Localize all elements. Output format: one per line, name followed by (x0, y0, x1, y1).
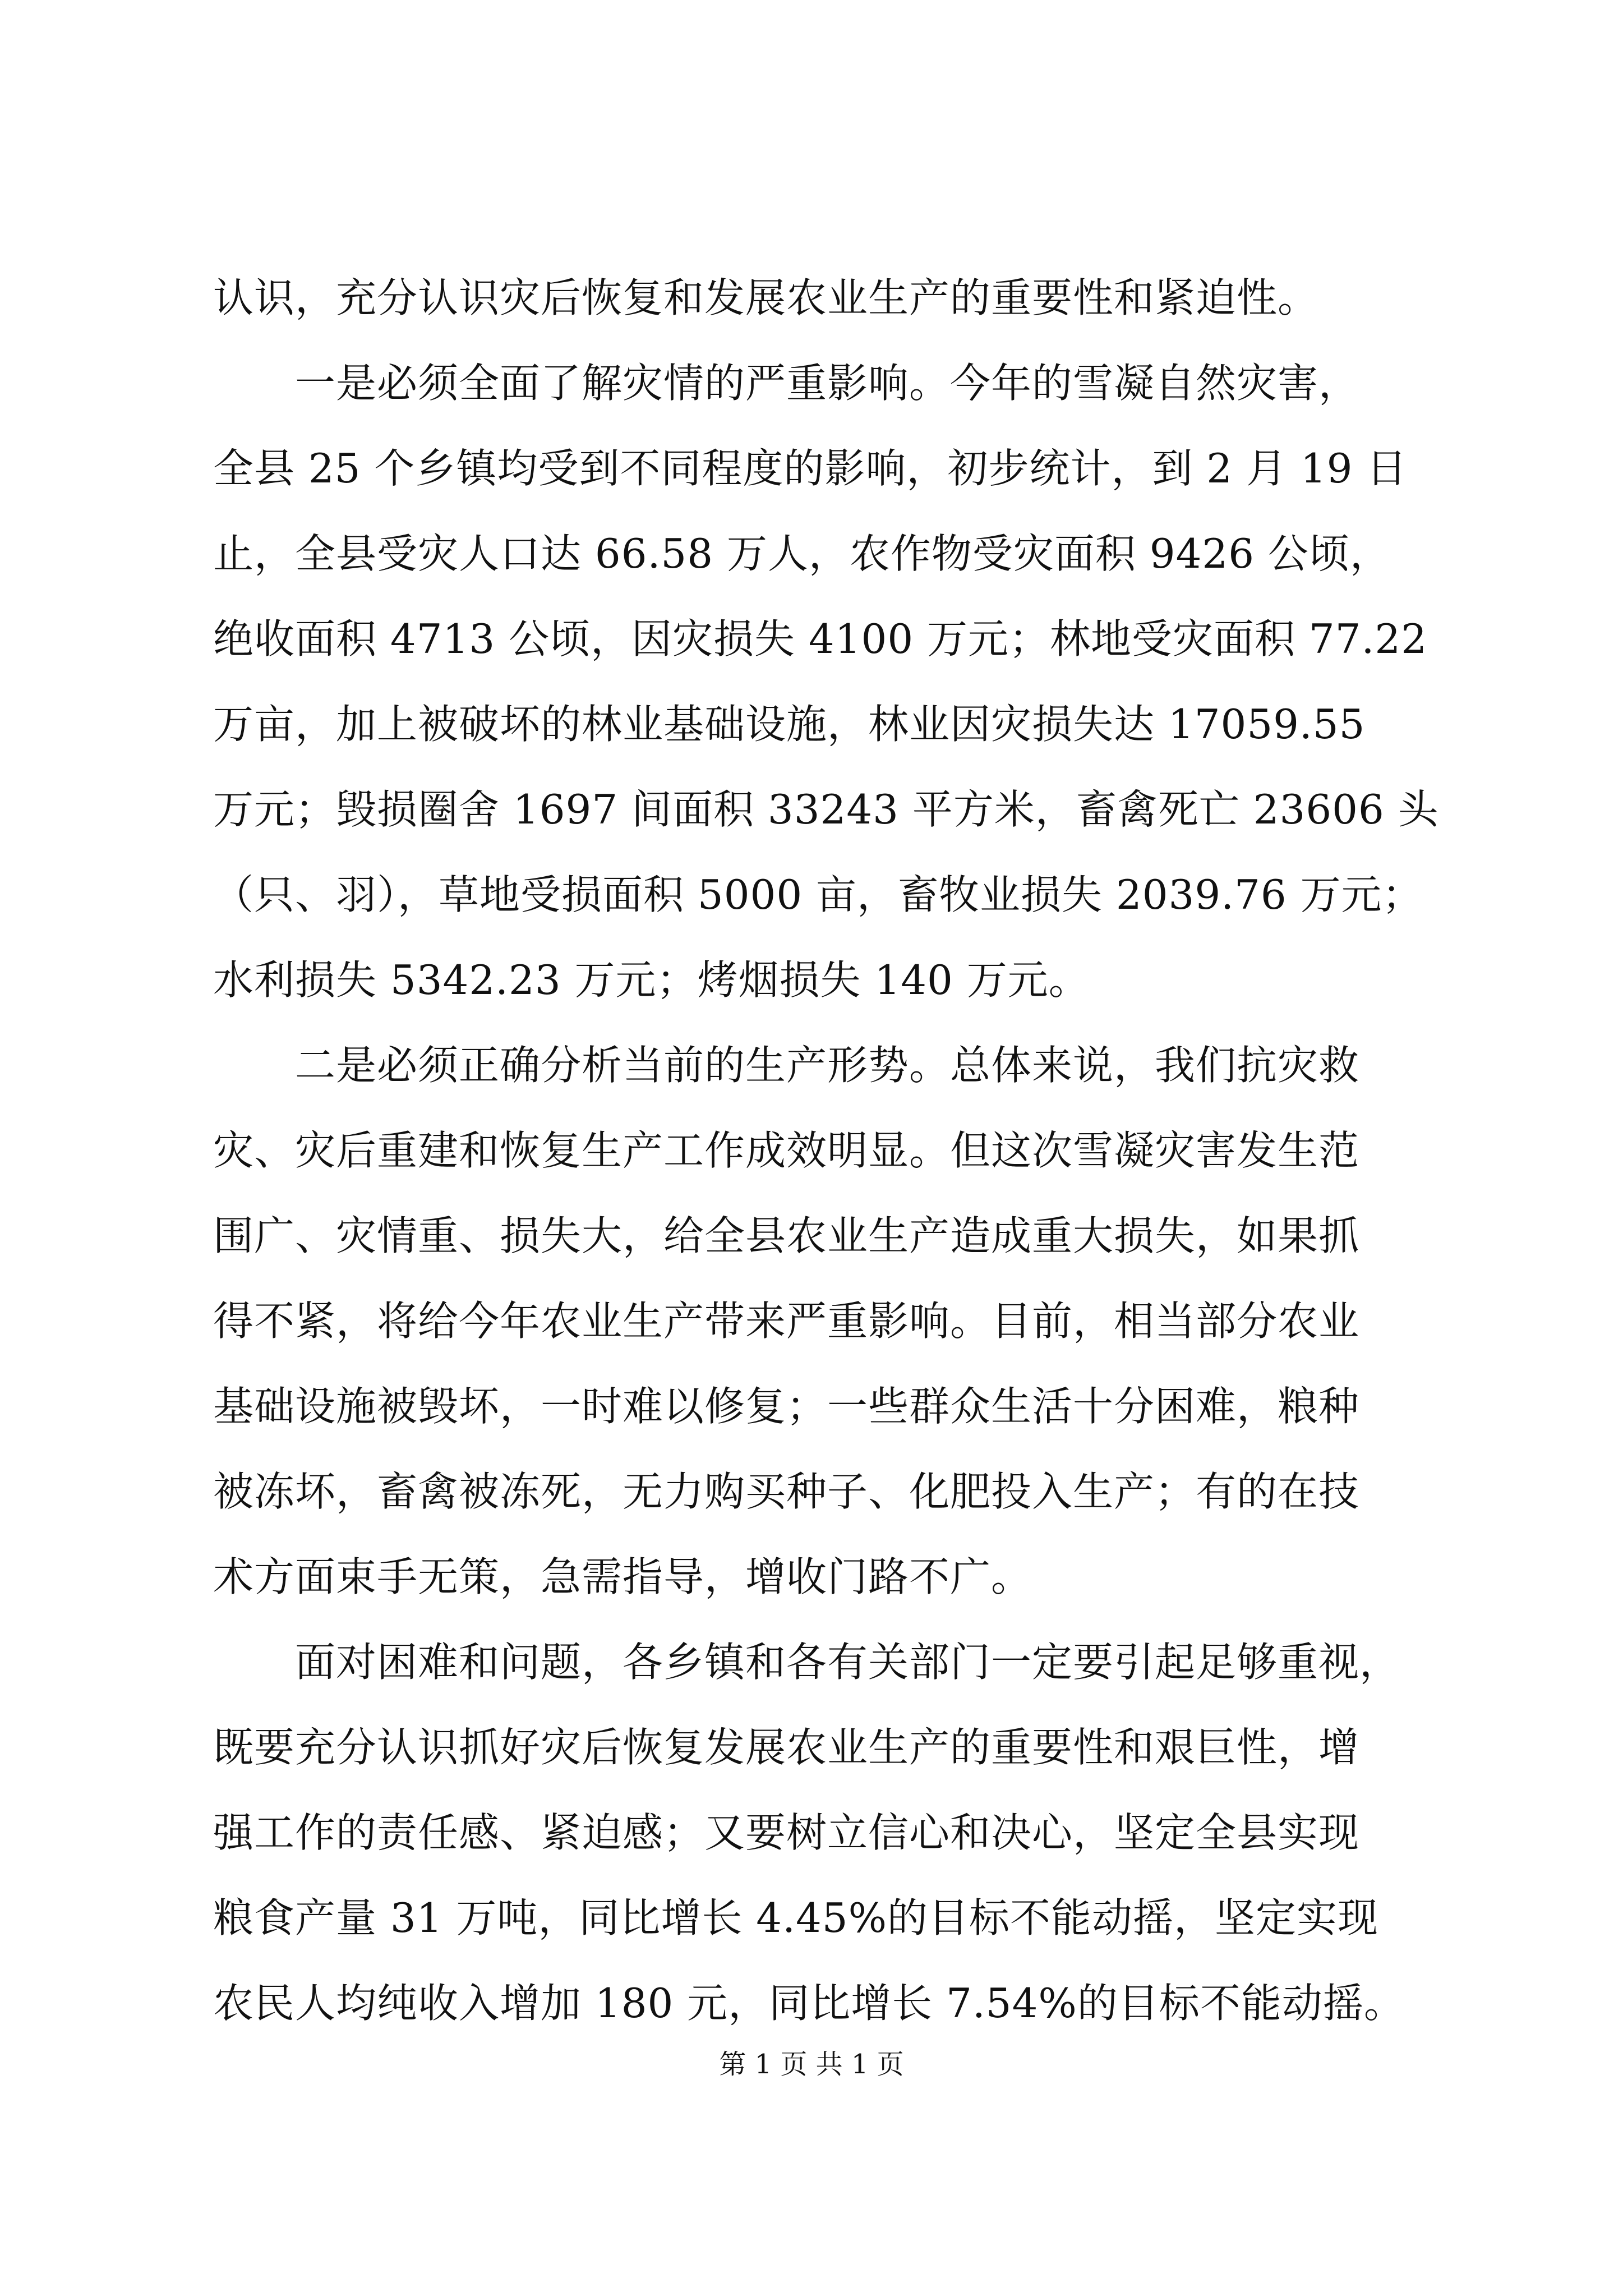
page-number-footer: 第 1 页 共 1 页 (719, 2049, 904, 2080)
text-line: 得不紧，将给今年农业生产带来严重影响。目前，相当部分农业 (213, 1297, 1360, 1345)
text-line: 绝收面积 4713 公顷，因灾损失 4100 万元；林地受灾面积 77.22 (213, 615, 1428, 662)
text-line: 认识，充分认识灾后恢复和发展农业生产的重要性和紧迫性。 (213, 274, 1319, 321)
text-line: 万元；毁损圈舍 1697 间面积 33243 平方米，畜禽死亡 23606 头 (213, 786, 1439, 833)
text-line: 面对困难和问题，各乡镇和各有关部门一定要引起足够重视， (213, 1639, 1401, 1686)
text-line: 被冻坏，畜禽被冻死，无力购买种子、化肥投入生产；有的在技 (213, 1468, 1360, 1515)
text-line: 二是必须正确分析当前的生产形势。总体来说，我们抗灾救 (213, 1042, 1360, 1089)
text-line: 既要充分认识抓好灾后恢复发展农业生产的重要性和艰巨性，增 (213, 1724, 1360, 1771)
text-line: 粮食产量 31 万吨，同比增长 4.45%的目标不能动摇，坚定实现 (213, 1894, 1379, 1941)
text-line: 一是必须全面了解灾情的严重影响。今年的雪凝自然灾害， (213, 360, 1360, 407)
text-line: 基础设施被毁坏，一时难以修复；一些群众生活十分困难，粮种 (213, 1383, 1360, 1430)
text-line: 万亩，加上被破坏的林业基础设施，林业因灾损失达 17059.55 (213, 701, 1366, 748)
text-line: 农民人均纯收入增加 180 元，同比增长 7.54%的目标不能动摇。 (213, 1980, 1405, 2027)
text-line: 灾、灾后重建和恢复生产工作成效明显。但这次雪凝灾害发生范 (213, 1127, 1360, 1174)
text-line: 止，全县受灾人口达 66.58 万人，农作物受灾面积 9426 公顷， (213, 530, 1391, 577)
text-line: 全县 25 个乡镇均受到不同程度的影响，初步统计，到 2 月 19 日 (213, 445, 1408, 492)
text-line: 水利损失 5342.23 万元；烤烟损失 140 万元。 (213, 956, 1090, 1004)
text-line: 强工作的责任感、紧迫感；又要树立信心和决心，坚定全县实现 (213, 1809, 1360, 1856)
text-line: 术方面束手无策，急需指导，增收门路不广。 (213, 1553, 1032, 1600)
text-line: 围广、灾情重、损失大，给全县农业生产造成重大损失，如果抓 (213, 1212, 1360, 1259)
text-line: （只、羽），草地受损面积 5000 亩，畜牧业损失 2039.76 万元； (213, 871, 1423, 918)
document-body (213, 255, 1439, 2046)
